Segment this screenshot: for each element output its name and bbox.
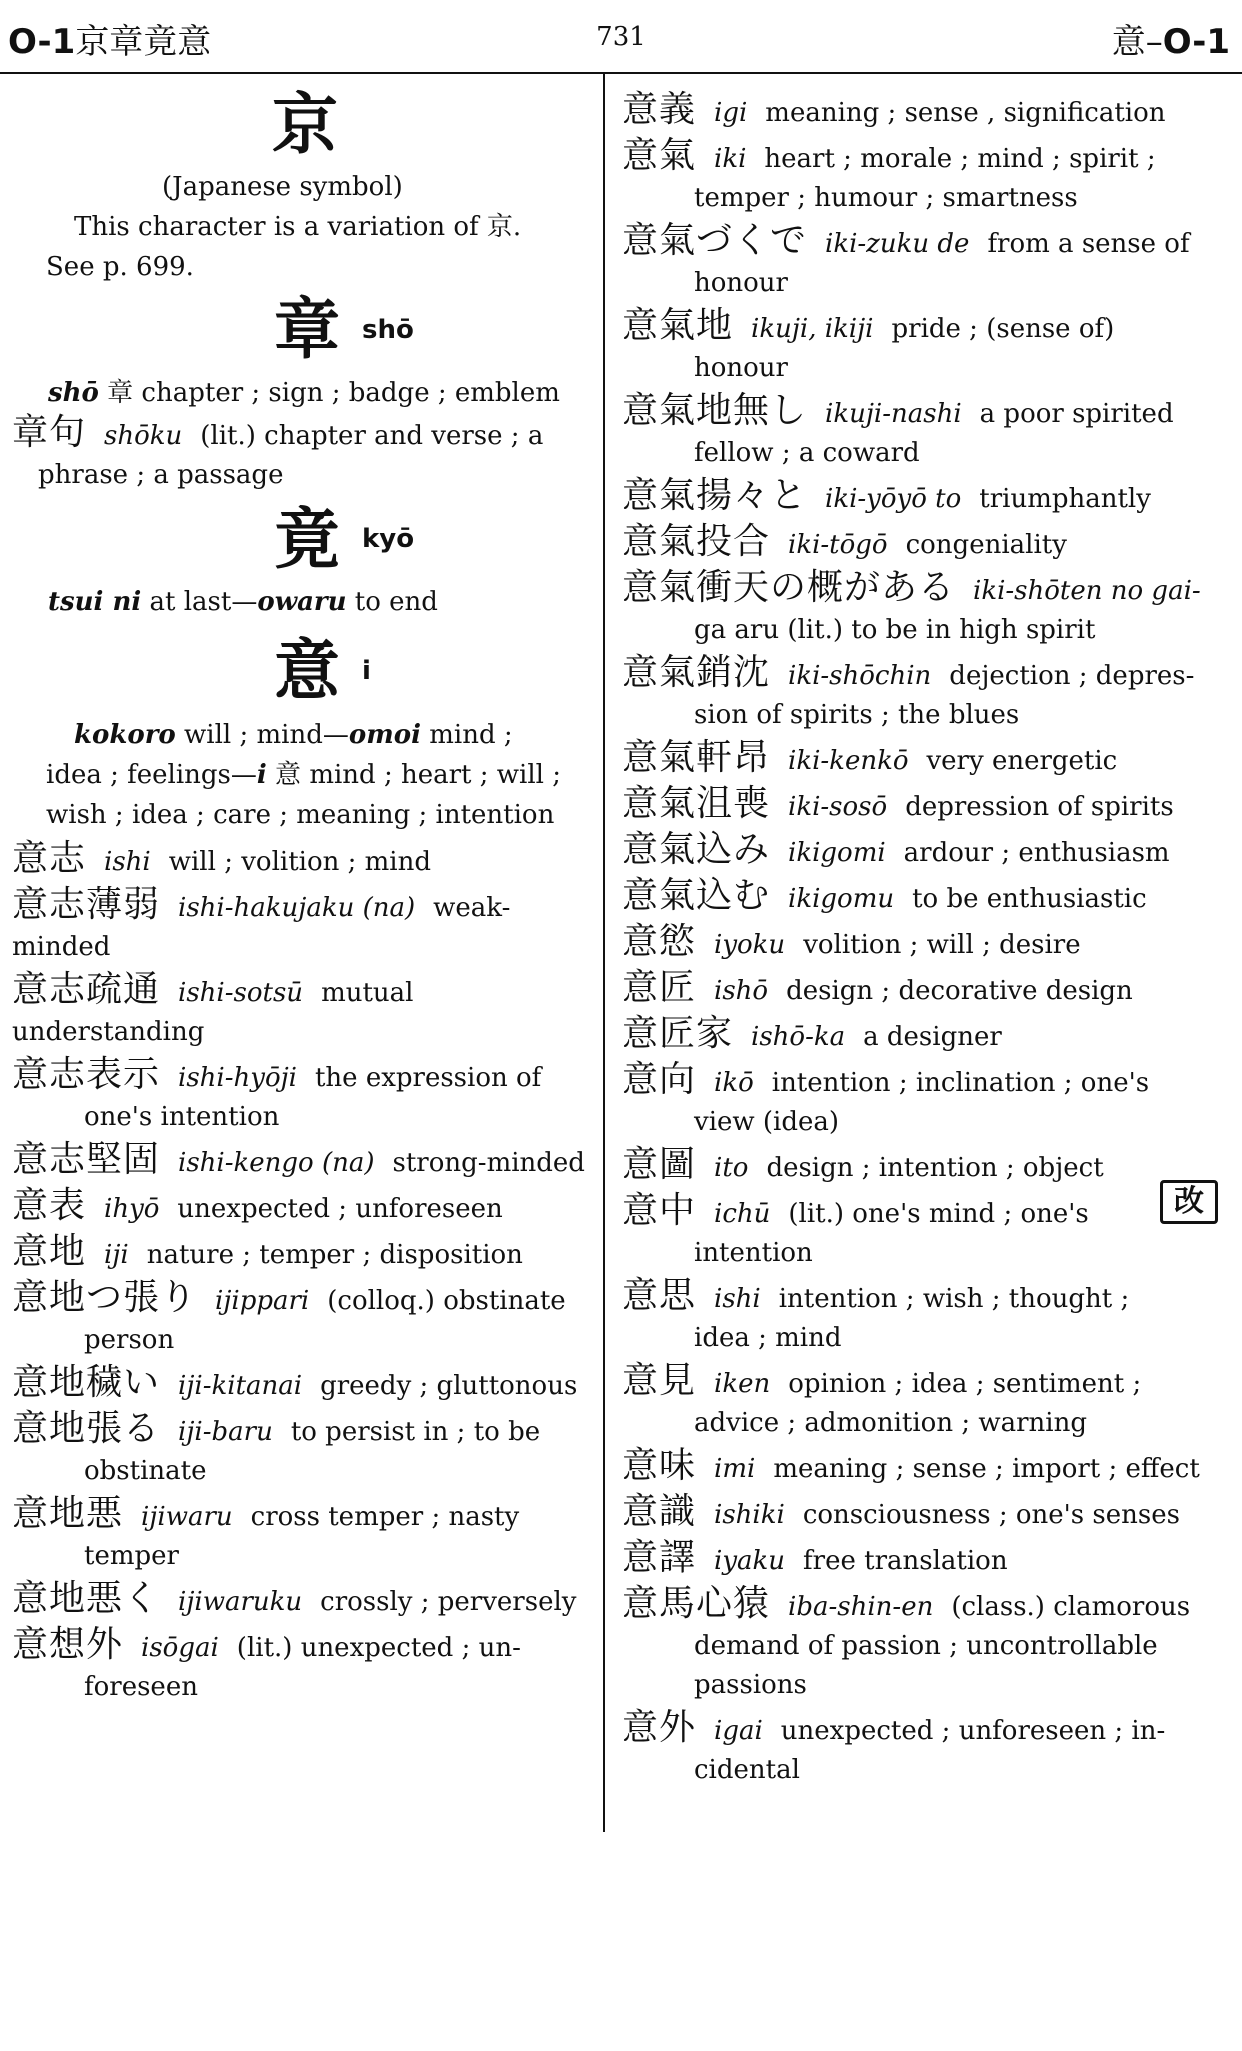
dictionary-entry — [622, 1584, 1222, 1705]
entry-word: 意地悪く — [12, 1578, 161, 1620]
entry-word: 章句 — [12, 411, 87, 453]
entry-definition: (lit.) one's mind ; one's — [788, 1199, 1089, 1229]
entry-reading: iji-kitanai — [178, 1371, 303, 1402]
entry-reading: iba-shin-en — [788, 1592, 934, 1622]
entry-definition: congeniality — [905, 530, 1067, 560]
entry-reading: imi — [714, 1454, 756, 1484]
heading-reading: shō — [362, 314, 414, 345]
entry-continuation: fellow ; a coward — [694, 438, 920, 468]
dictionary-entry — [12, 1232, 592, 1275]
entry-word: 意氣軒昂 — [622, 737, 771, 778]
entry-continuation: sion of spirits ; the blues — [694, 700, 1020, 730]
entry-reading: igai — [714, 1716, 763, 1746]
dictionary-entry — [12, 1363, 592, 1406]
entry-continuation: temper ; humour ; smartness — [694, 183, 1078, 213]
entry-reading: ikuji-nashi — [825, 399, 962, 429]
entry-reading: iki — [714, 144, 747, 174]
entry-reading: ishi-hyōji — [178, 1063, 297, 1094]
entry-word: 意匠 — [622, 967, 697, 1008]
entry-word: 意志表示 — [12, 1054, 161, 1096]
header-right: 意–O-1 — [1111, 22, 1230, 62]
dictionary-entry — [622, 784, 1222, 827]
entry-word: 意地 — [12, 1231, 87, 1273]
heading-kanji: 意 — [274, 630, 340, 709]
entry-reading: ishiki — [714, 1500, 785, 1530]
entry-continuation: idea ; mind — [694, 1323, 842, 1353]
entry-word: 意慾 — [622, 921, 697, 962]
entry-continuation: temper — [84, 1541, 179, 1572]
entry-reading: ishi-hakujaku (na) — [178, 893, 416, 924]
header-rule — [0, 72, 1242, 74]
dictionary-entry — [622, 1361, 1222, 1443]
dictionary-entry — [12, 1409, 592, 1491]
entry-continuation: foreseen — [84, 1672, 198, 1703]
dictionary-entry — [12, 1055, 592, 1137]
entry-reading: ishi — [714, 1284, 761, 1314]
dictionary-entry — [622, 1276, 1222, 1358]
dictionary-entry — [622, 391, 1222, 473]
entry-continuation: intention — [694, 1238, 813, 1268]
dictionary-entry — [622, 830, 1222, 873]
kanji-heading-i — [12, 630, 592, 709]
entry-definition: pride ; (sense of) — [891, 314, 1115, 344]
dictionary-entry — [12, 885, 592, 967]
entry-word: 意匠家 — [622, 1013, 734, 1054]
entry-reading: ishō-ka — [751, 1022, 846, 1052]
entry-word: 意志薄弱 — [12, 884, 161, 926]
entry-definition: dejection ; depres- — [949, 661, 1195, 691]
entry-word: 意氣地無し — [622, 390, 808, 431]
entry-word: 意地悪 — [12, 1493, 124, 1535]
entry-definition: heart ; morale ; mind ; spirit ; — [764, 144, 1156, 174]
dictionary-entry — [622, 221, 1222, 303]
dictionary-entry — [12, 1140, 592, 1183]
entry-word: 意地張る — [12, 1408, 161, 1450]
dictionary-entry — [12, 1579, 592, 1622]
heading-kanji: 章 — [274, 290, 340, 369]
entry-continuation: advice ; admonition ; warning — [694, 1408, 1087, 1438]
entry-definition: meaning ; sense , signification — [765, 98, 1166, 128]
heading-reading: kyō — [362, 524, 415, 555]
entry-reading: iki-yōyō to — [825, 484, 962, 514]
entry-definition: cross temper ; nasty — [250, 1502, 520, 1533]
dictionary-entry — [622, 1446, 1222, 1489]
entry-definition: consciousness ; one's senses — [802, 1500, 1180, 1530]
entry-continuation: obstinate — [84, 1456, 207, 1487]
entry-reading: iki-sosō — [788, 792, 888, 822]
entry-definition: unexpected ; unforeseen ; in- — [780, 1716, 1166, 1746]
entry-reading: ichū — [714, 1199, 771, 1229]
entry-reading: isōgai — [141, 1633, 219, 1664]
entry-word: 意識 — [622, 1491, 697, 1532]
entry-word: 意馬心猿 — [622, 1583, 771, 1624]
dictionary-entry — [622, 653, 1222, 735]
dictionary-entry — [12, 839, 592, 882]
i-definition-2: idea ; feelings—i 意 mind ; heart ; will ; — [46, 760, 561, 791]
entry-word: 意氣づくで — [622, 220, 808, 261]
entry-definition: free translation — [803, 1546, 1008, 1576]
entry-definition: meaning ; sense ; import ; effect — [773, 1454, 1200, 1484]
entry-definition: very energetic — [926, 746, 1118, 776]
entry-word: 意表 — [12, 1185, 87, 1227]
kyo-note-3: See p. 699. — [46, 252, 194, 283]
left-entry-list — [12, 839, 592, 1707]
entry-definition: weak-minded — [12, 893, 511, 963]
stamp-mark: 改 — [1160, 1180, 1218, 1224]
entry-reading: ikuji, ikiji — [751, 314, 874, 344]
heading-kanji: 京 — [272, 85, 338, 163]
entry-reading: iki-kenkō — [788, 746, 909, 776]
entry-word: 意見 — [622, 1360, 697, 1401]
entry-word: 意想外 — [12, 1624, 124, 1666]
entry-reading: iki-shōten no gai- — [973, 576, 1201, 606]
kanji-heading-kyo2 — [12, 499, 592, 578]
dictionary-entry — [622, 136, 1222, 218]
dictionary-entry — [622, 1708, 1222, 1790]
dictionary-entry — [12, 1625, 592, 1707]
heading-kanji: 竟 — [274, 499, 340, 578]
entry-continuation: view (idea) — [694, 1107, 840, 1137]
entry-definition: mutual understanding — [12, 978, 414, 1048]
entry-word: 意氣沮喪 — [622, 783, 771, 824]
entry-word: 意氣銷沈 — [622, 652, 771, 693]
entry-reading: iji-baru — [178, 1417, 273, 1448]
dictionary-entry — [622, 522, 1222, 565]
entry-reading: ijiwaru — [141, 1502, 233, 1533]
entry-reading: ishi-sotsū — [178, 978, 304, 1009]
entry-reading: ikigomi — [788, 838, 886, 868]
entry-definition: (lit.) unexpected ; un- — [236, 1633, 521, 1664]
heading-reading: i — [362, 655, 371, 686]
entry-definition: a designer — [863, 1022, 1002, 1052]
entry-continuation: person — [84, 1325, 175, 1356]
entry-definition: opinion ; idea ; sentiment ; — [788, 1369, 1142, 1399]
i-definition-1: kokoro will ; mind—omoi mind ; — [74, 720, 513, 751]
header-right-kanji: 意 — [1111, 22, 1146, 62]
entry-continuation: ga aru (lit.) to be in high spirit — [694, 615, 1096, 645]
entry-definition: a poor spirited — [979, 399, 1174, 429]
entry-word: 意向 — [622, 1059, 697, 1100]
i-definition-3: wish ; idea ; care ; meaning ; intention — [46, 800, 555, 831]
dictionary-entry — [12, 1186, 592, 1229]
entry-word: 意氣 — [622, 135, 697, 176]
entry-word: 意義 — [622, 89, 697, 130]
entry-reading: iken — [714, 1369, 771, 1399]
entry-definition: intention ; wish ; thought ; — [778, 1284, 1130, 1314]
left-column — [12, 85, 592, 1710]
entry-word: 意氣込み — [622, 829, 771, 870]
dictionary-entry — [622, 1492, 1222, 1535]
page-number: 731 — [596, 22, 646, 52]
entry-continuation: phrase ; a passage — [38, 459, 284, 490]
entry-reading: iyoku — [714, 930, 786, 960]
column-divider — [603, 74, 605, 1832]
entry-continuation: honour — [694, 353, 788, 383]
dictionary-entry — [12, 970, 592, 1052]
entry-word: 意味 — [622, 1445, 697, 1486]
header-right-code: O-1 — [1162, 22, 1230, 62]
entry-word: 意地穢い — [12, 1362, 161, 1404]
entry-definition: the expression of — [314, 1063, 542, 1094]
entry-reading: igi — [714, 98, 748, 128]
sho-definition: shō 章 chapter ; sign ; badge ; emblem — [48, 377, 560, 408]
dictionary-entry — [622, 476, 1222, 519]
dictionary-entry — [12, 1278, 592, 1360]
dictionary-entry — [622, 1538, 1222, 1581]
entry-word: 意志 — [12, 838, 87, 880]
entry-definition: nature ; temper ; disposition — [146, 1240, 523, 1271]
entry-word: 意地つ張り — [12, 1277, 198, 1319]
dictionary-entry — [622, 90, 1222, 133]
entry-reading: iki-shōchin — [788, 661, 932, 691]
entry-reading: ijippari — [215, 1286, 310, 1317]
entry-definition: volition ; will ; desire — [803, 930, 1081, 960]
entry-reading: ijiwaruku — [178, 1587, 303, 1618]
entry-definition: intention ; inclination ; one's — [771, 1068, 1150, 1098]
entry-reading: ishi-kengo (na) — [178, 1148, 375, 1179]
entry-shoku — [12, 413, 592, 495]
entry-definition: triumphantly — [979, 484, 1151, 514]
entry-definition: ardour ; enthusiasm — [903, 838, 1170, 868]
entry-definition: to persist in ; to be — [290, 1417, 541, 1448]
dictionary-entry — [622, 738, 1222, 781]
entry-word: 意氣込む — [622, 875, 771, 916]
entry-reading: ishō — [714, 976, 769, 1006]
entry-reading: ikō — [714, 1068, 754, 1098]
entry-word: 意氣揚々と — [622, 475, 808, 516]
dictionary-entry — [622, 568, 1222, 650]
entry-word: 意氣衝天の概がある — [622, 567, 956, 608]
entry-reading: iyaku — [714, 1546, 786, 1576]
entry-reading: iki-zuku de — [825, 229, 970, 259]
header-left-code: O-1 — [8, 22, 76, 62]
kyo-note-2: This character is a variation of 京. — [74, 212, 522, 243]
entry-word: 意志堅固 — [12, 1139, 161, 1181]
entry-definition: from a sense of — [987, 229, 1190, 259]
entry-reading: ikigomu — [788, 884, 895, 914]
page-header — [0, 8, 1242, 62]
dictionary-entry — [622, 1145, 1222, 1188]
right-entry-list — [622, 90, 1222, 1790]
entry-reading: shōku — [104, 420, 183, 451]
dictionary-entry — [622, 968, 1222, 1011]
dictionary-entry — [12, 1494, 592, 1576]
entry-continuation: honour — [694, 268, 788, 298]
entry-reading: ishi — [104, 847, 151, 878]
dictionary-entry — [622, 1191, 1222, 1273]
entry-reading: iki-tōgō — [788, 530, 888, 560]
entry-word: 意氣投合 — [622, 521, 771, 562]
entry-definition: crossly ; perversely — [320, 1587, 577, 1618]
entry-word: 意志疏通 — [12, 969, 161, 1011]
dictionary-entry — [622, 1060, 1222, 1142]
entry-continuation: one's intention — [84, 1102, 280, 1133]
entry-definition: will ; volition ; mind — [168, 847, 432, 878]
dictionary-entry — [622, 922, 1222, 965]
kyo2-definition: tsui ni at last—owaru to end — [48, 586, 438, 617]
right-column — [622, 90, 1222, 1793]
entry-word: 意圖 — [622, 1144, 697, 1185]
entry-definition: depression of spirits — [905, 792, 1174, 822]
entry-definition: (class.) clamorous — [951, 1592, 1191, 1622]
entry-definition: greedy ; gluttonous — [320, 1371, 578, 1402]
entry-continuation: cidental — [694, 1755, 800, 1785]
kanji-heading-kyo — [12, 85, 592, 163]
entry-word: 意譯 — [622, 1537, 697, 1578]
entry-definition: strong-minded — [392, 1148, 585, 1179]
kyo-note-1: (Japanese symbol) — [162, 172, 403, 203]
entry-word: 意思 — [622, 1275, 697, 1316]
entry-definition: design ; intention ; object — [766, 1153, 1104, 1183]
entry-definition: to be enthusiastic — [912, 884, 1147, 914]
entry-reading: ito — [714, 1153, 749, 1183]
dictionary-entry — [622, 1014, 1222, 1057]
entry-definition: (lit.) chapter and verse ; a — [200, 420, 544, 451]
dictionary-entry — [622, 306, 1222, 388]
entry-word: 意外 — [622, 1707, 697, 1748]
entry-continuation: demand of passion ; uncontrollable passions — [694, 1631, 1158, 1700]
entry-word: 意氣地 — [622, 305, 734, 346]
dictionary-entry — [622, 876, 1222, 919]
entry-definition: unexpected ; unforeseen — [177, 1194, 503, 1225]
entry-definition: (colloq.) obstinate — [327, 1286, 566, 1317]
entry-definition: design ; decorative design — [786, 976, 1133, 1006]
entry-reading: ihyō — [104, 1194, 160, 1225]
entry-reading: iji — [104, 1240, 129, 1271]
header-left-kanji: 京章竟意 — [75, 22, 212, 62]
entry-word: 意中 — [622, 1190, 697, 1231]
kanji-heading-sho — [12, 290, 592, 369]
